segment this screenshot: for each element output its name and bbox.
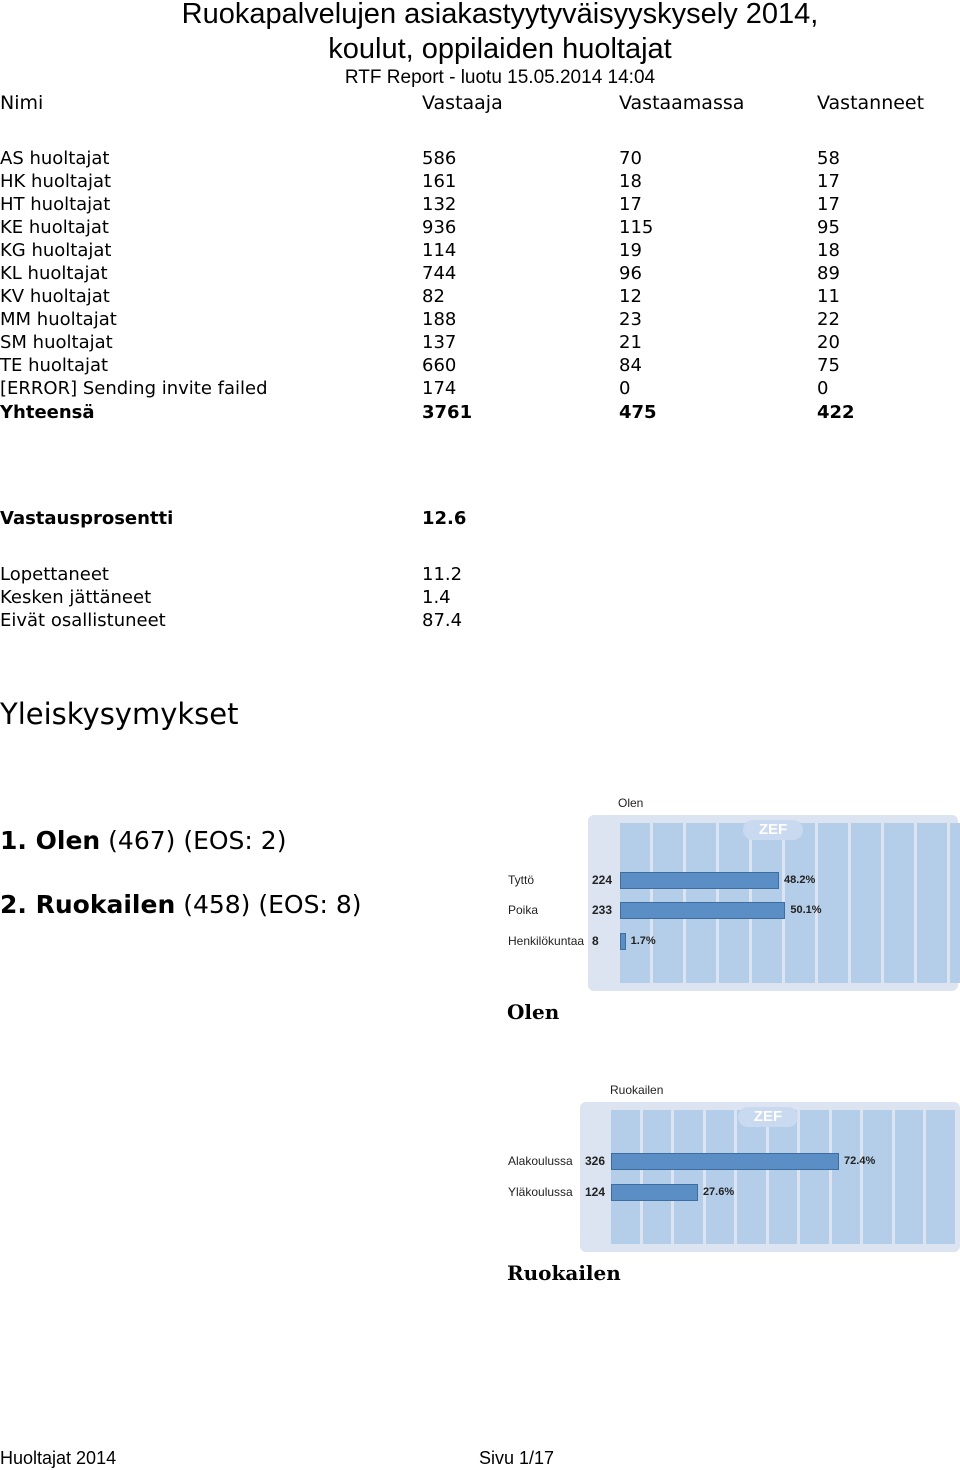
chart-gridline [926,1110,955,1244]
table-cell-name: TE huoltajat [0,355,109,376]
response-rate-value: 12.6 [422,508,467,529]
chart-gridline [863,1110,892,1244]
table-cell-vastaamassa: 115 [619,217,654,238]
table-total-vastaamassa: 475 [619,402,657,423]
table-header-nimi: Nimi [0,92,44,114]
chart-gridline [785,823,815,983]
table-cell-vastaamassa: 70 [619,148,642,169]
chart-caption-olen: Olen [507,1000,560,1024]
table-cell-name: SM huoltajat [0,332,113,353]
chart-gridline [950,823,960,983]
question-number: 1. [0,826,27,855]
table-row [0,285,900,308]
table-cell-name: [ERROR] Sending invite failed [0,378,268,399]
table-cell-name: AS huoltajat [0,148,110,169]
table-cell-name: KV huoltajat [0,286,110,307]
chart-gridline [832,1110,861,1244]
bar [611,1153,839,1170]
question-2 [0,889,362,921]
chart-olen [490,793,960,993]
report-title-line2: koulut, oppilaiden huoltajat [328,33,672,65]
question-1 [0,825,286,857]
table-cell-vastaaja: 132 [422,194,457,215]
table-row [0,239,900,262]
table-cell-vastaaja: 114 [422,240,457,261]
table-header-vastaamassa: Vastaamassa [619,92,745,114]
table-cell-vastaamassa: 23 [619,309,642,330]
response-rate-row [0,507,600,530]
stat-row [0,563,600,586]
question-title: Olen [35,826,101,855]
table-cell-name: HK huoltajat [0,171,112,192]
table-cell-vastanneet: 75 [817,355,840,376]
chart-gridline [643,1110,672,1244]
chart-gridline [674,1110,703,1244]
section-title: Yleiskysymykset [0,697,239,731]
zef-logo: ZEF [743,820,803,840]
question-detail: (467) (EOS: 2) [108,826,287,855]
chart-gridline [800,1110,829,1244]
bar-value-label: 1.7% [630,935,656,947]
bar-category-label: Alakoulussa [508,1154,573,1168]
table-cell-vastanneet: 20 [817,332,840,353]
question-number: 2. [0,890,27,919]
stat-value: 87.4 [422,610,463,631]
table-cell-vastaamassa: 0 [619,378,631,399]
stat-row [0,609,600,632]
table-row [0,377,900,400]
stat-label: Eivät osallistuneet [0,610,166,631]
table-cell-name: KG huoltajat [0,240,112,261]
table-cell-vastanneet: 89 [817,263,840,284]
bar [620,902,785,919]
chart-gridline [769,1110,798,1244]
table-cell-vastaaja: 174 [422,378,457,399]
table-cell-name: KL huoltajat [0,263,108,284]
table-row [0,262,900,285]
table-cell-vastaamassa: 18 [619,171,642,192]
stat-label: Lopettaneet [0,564,109,585]
question-title: Ruokailen [35,890,176,919]
table-cell-vastaamassa: 19 [619,240,642,261]
chart-gridline [818,823,848,983]
table-cell-vastanneet: 22 [817,309,840,330]
table-header-vastanneet: Vastanneet [817,92,925,114]
table-row [0,354,900,377]
table-cell-vastaaja: 161 [422,171,457,192]
table-row [0,331,900,354]
table-cell-vastaaja: 660 [422,355,457,376]
footer-left: Huoltajat 2014 [0,1448,117,1468]
bar-value-label: 27.6% [702,1186,735,1198]
table-cell-vastanneet: 11 [817,286,840,307]
bar-count-label: 124 [585,1185,606,1199]
table-header-vastaaja: Vastaaja [422,92,503,114]
bar-value-label: 48.2% [784,874,816,886]
table-total-vastanneet: 422 [817,402,855,423]
chart-gridline [917,823,947,983]
bar [620,872,779,889]
table-cell-vastaaja: 82 [422,286,445,307]
table-cell-vastanneet: 17 [817,171,840,192]
table-row [0,193,900,216]
bar-category-label: Henkilökuntaa [508,934,585,948]
table-cell-name: KE huoltajat [0,217,109,238]
report-subtitle: RTF Report - luotu 15.05.2014 14:04 [344,67,656,88]
table-cell-vastaaja: 936 [422,217,457,238]
stat-row [0,586,600,609]
table-total-label: Yhteensä [0,402,95,423]
question-detail: (458) (EOS: 8) [183,890,362,919]
bar-category-label: Poika [508,903,539,917]
table-cell-vastanneet: 95 [817,217,840,238]
bar-category-label: Yläkoulussa [508,1185,573,1199]
chart-gridline [737,1110,766,1244]
chart-title: Ruokailen [610,1083,664,1097]
bar-count-label: 233 [592,903,613,917]
stat-label: Kesken jättäneet [0,587,152,608]
chart-caption-ruokailen: Ruokailen [507,1261,621,1285]
table-row [0,216,900,239]
chart-gridline [851,823,881,983]
chart-ruokailen [490,1080,960,1255]
table-row [0,147,900,170]
table-row [0,170,900,193]
bar-value-label: 72.4% [844,1155,876,1167]
table-cell-vastaaja: 586 [422,148,457,169]
table-total-row [0,401,900,424]
zef-logo: ZEF [738,1107,798,1127]
chart-gridline [706,1110,735,1244]
table-cell-vastanneet: 17 [817,194,840,215]
report-title-line1: Ruokapalvelujen asiakastyytyväisyyskysely 2014, [181,0,819,30]
table-cell-vastaamassa: 17 [619,194,642,215]
bar [620,933,626,950]
table-cell-vastaaja: 137 [422,332,457,353]
table-cell-vastaamassa: 96 [619,263,642,284]
table-cell-vastaamassa: 12 [619,286,642,307]
table-cell-name: MM huoltajat [0,309,117,330]
table-cell-vastaaja: 188 [422,309,457,330]
chart-gridline [884,823,914,983]
bar-count-label: 224 [592,873,613,887]
table-total-vastaaja: 3761 [422,402,473,423]
response-rate-label: Vastausprosentti [0,508,174,529]
chart-gridline [895,1110,924,1244]
chart-gridline [611,1110,640,1244]
bar [611,1184,698,1201]
footer-page-number: Sivu 1/17 [479,1448,555,1468]
stat-value: 1.4 [422,587,451,608]
bar-value-label: 50.1% [790,904,822,916]
table-cell-vastaamassa: 84 [619,355,642,376]
table-cell-vastaamassa: 21 [619,332,642,353]
table-row [0,308,900,331]
bar-count-label: 326 [585,1154,606,1168]
table-cell-vastanneet: 0 [817,378,829,399]
chart-title: Olen [618,796,644,810]
stat-value: 11.2 [422,564,463,585]
table-cell-vastanneet: 18 [817,240,840,261]
bar-count-label: 8 [592,934,599,948]
bar-category-label: Tyttö [508,873,535,887]
table-cell-vastanneet: 58 [817,148,840,169]
table-cell-name: HT huoltajat [0,194,111,215]
table-cell-vastaaja: 744 [422,263,457,284]
